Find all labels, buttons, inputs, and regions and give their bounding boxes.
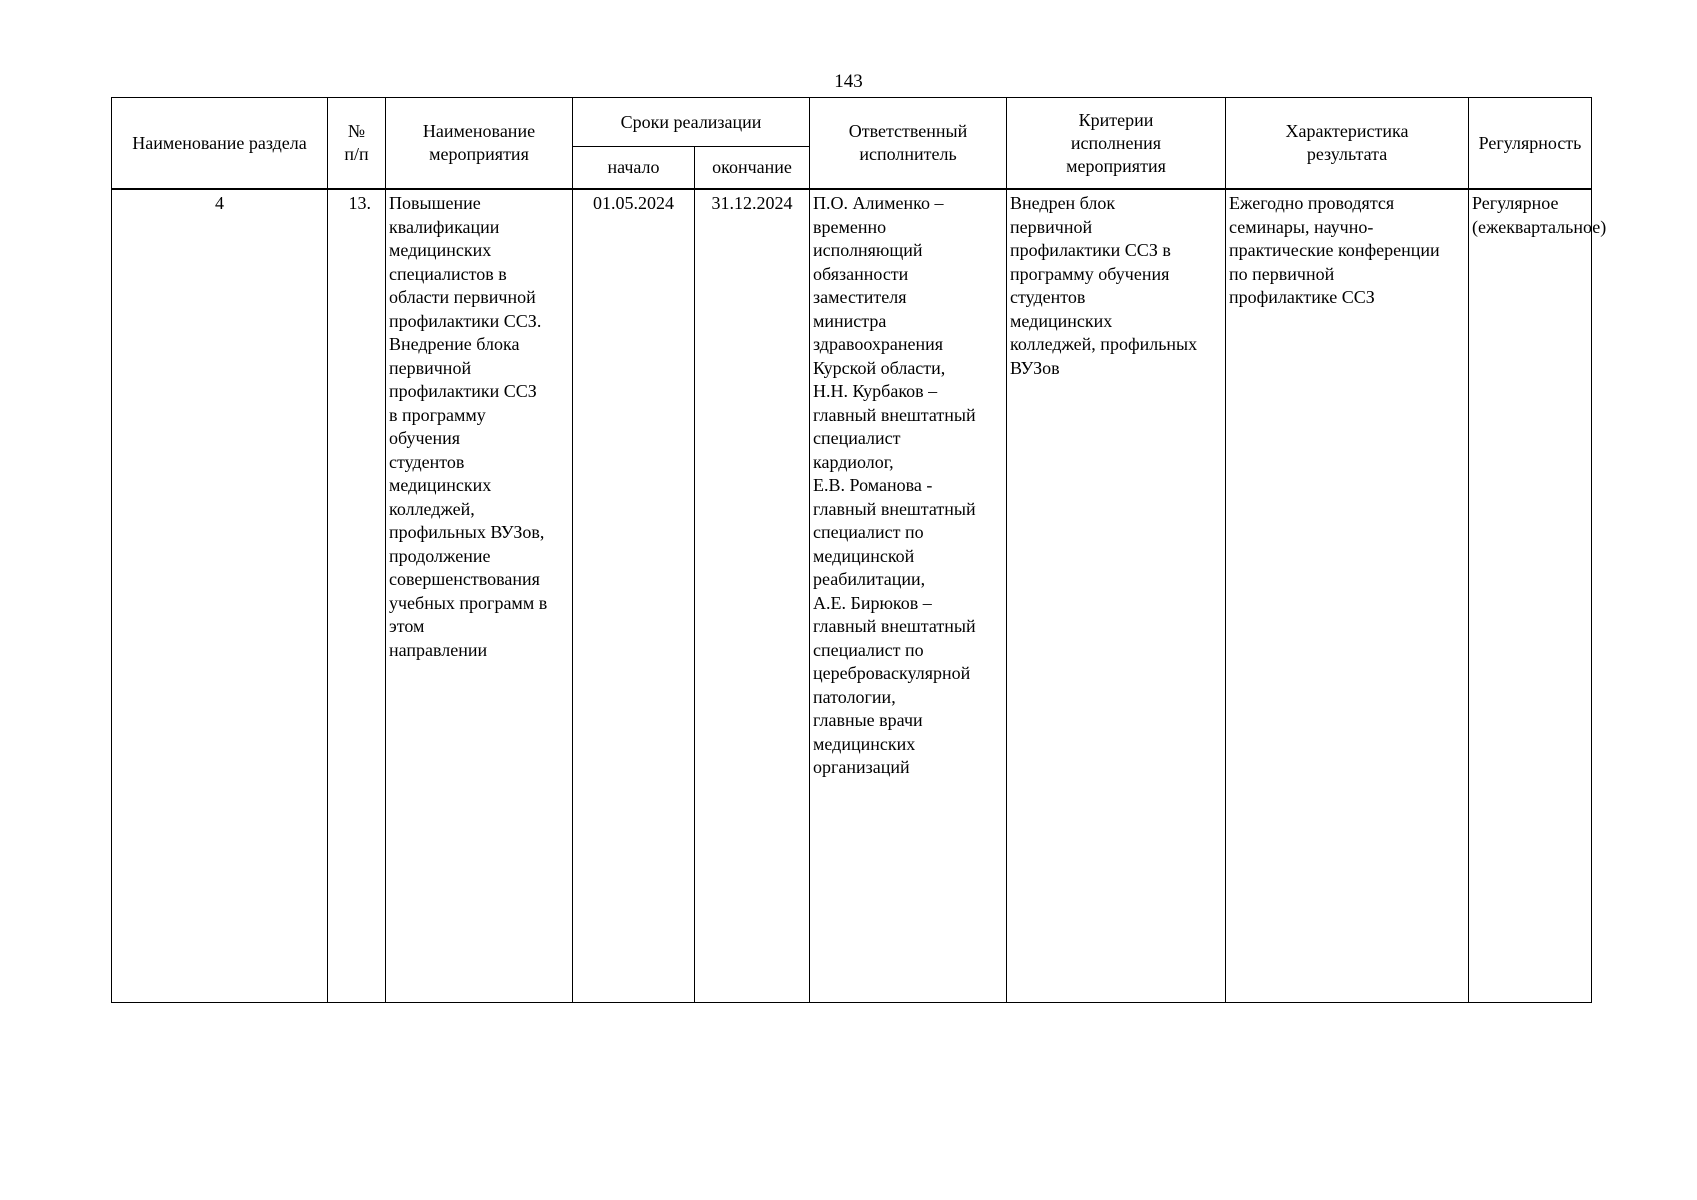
header-number: № п/п xyxy=(328,98,386,190)
cell-start: 01.05.2024 xyxy=(573,189,695,1003)
header-start: начало xyxy=(573,147,695,190)
cell-regularity: Регулярное (ежеквартальное) xyxy=(1469,189,1592,1003)
page-number: 143 xyxy=(834,71,863,92)
header-section-name: Наименование раздела xyxy=(112,98,328,190)
cell-section: 4 xyxy=(112,189,328,1003)
header-event-name: Наименование мероприятия xyxy=(386,98,573,190)
cell-responsible: П.О. Алименко – временно исполняющий обязанности заместителя министра здравоохранения Курской области, Н.Н. Курбаков – главный внештатный специалист кардиолог, Е.В. Романова - главный внештатный специалист по медицинской реабилитации, А.Е. Бирюков – главный внештатный специалист по цереброваскулярной патологии, главные врачи медицинских организаций xyxy=(810,189,1007,1003)
header-responsible: Ответственный исполнитель xyxy=(810,98,1007,190)
cell-number: 13. xyxy=(328,189,386,1003)
cell-event: Повышение квалификации медицинских специалистов в области первичной профилактики ССЗ. Внедрение блока первичной профилактики ССЗ в программу обучения студентов медицинских колледжей, профильных ВУЗов, продолжение совершенствования учебных программ в этом направлении xyxy=(386,189,573,1003)
activities-table xyxy=(111,97,1607,1003)
cell-end: 31.12.2024 xyxy=(695,189,810,1003)
header-end: окончание xyxy=(695,147,810,190)
header-row xyxy=(112,98,1592,147)
header-result: Характеристика результата xyxy=(1226,98,1469,190)
cell-result: Ежегодно проводятся семинары, научно- практические конференции по первичной профилактике ССЗ xyxy=(1226,189,1469,1003)
header-dates: Сроки реализации xyxy=(573,98,810,147)
cell-criteria: Внедрен блок первичной профилактики ССЗ в программу обучения студентов медицинских колледжей, профильных ВУЗов xyxy=(1007,189,1226,1003)
header-criteria: Критерии исполнения мероприятия xyxy=(1007,98,1226,190)
header-regularity: Регулярность xyxy=(1469,98,1592,190)
table-row xyxy=(112,189,1592,1003)
